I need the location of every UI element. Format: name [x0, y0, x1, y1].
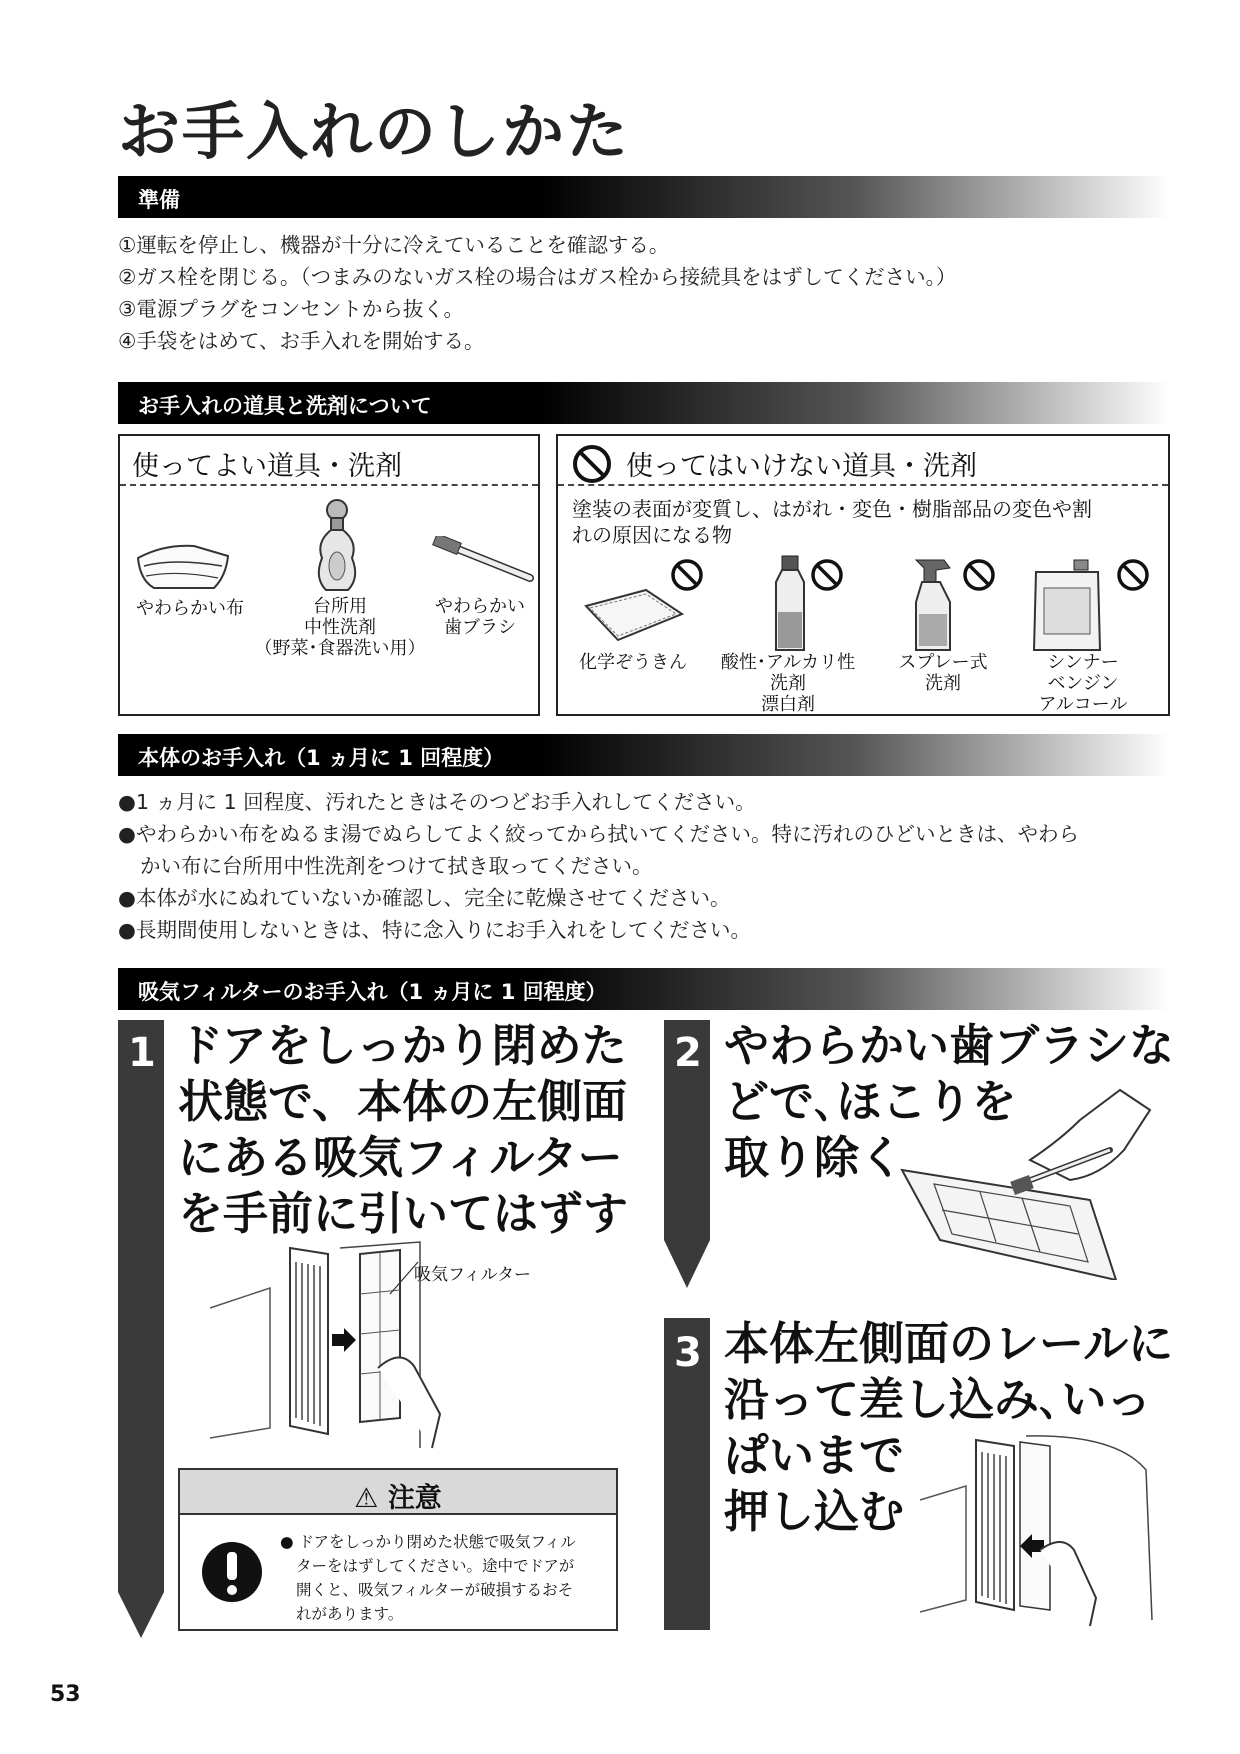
chemical-cloth-icon [576, 586, 686, 646]
prohibited-icon [1116, 558, 1150, 592]
mandatory-exclamation-icon [200, 1540, 264, 1604]
caution-box [178, 1468, 618, 1631]
brush-cleaning-illustration [900, 1080, 1160, 1280]
body-care-bullet-2: ●やわらかい布をぬるま湯でぬらしてよく絞ってから拭いてください。特に汚れのひどいときは、やわら かい布に台所用中性洗剤をつけて拭き取ってください。 [118, 822, 1079, 878]
towel-icon [134, 536, 234, 596]
section-header-prep: 準備 [118, 176, 1170, 218]
step-3-line-1: 本体左側面のレールに [724, 1317, 1174, 1370]
page-title: お手入れのしかた [118, 95, 631, 168]
ng-spray-label-2: 洗剤 [925, 673, 961, 694]
prep-step-4: ④手袋をはめて、お手入れを開始する。 [118, 329, 485, 353]
ok-brush-label-1: やわらかい [435, 596, 525, 617]
step-3-number: 3 [674, 1330, 702, 1376]
prohibited-icon [670, 558, 704, 592]
filter-callout-label: 吸気フィルター [414, 1265, 531, 1285]
ok-detergent-label-3: （野菜･食器洗い用） [254, 638, 426, 659]
step-1-band [118, 1020, 166, 1640]
prep-step-1: ①運転を停止し、機器が十分に冷えていることを確認する。 [118, 233, 670, 257]
filter-insert-illustration [916, 1430, 1166, 1630]
warning-triangle-icon: ⚠ [354, 1483, 379, 1514]
ng-spray-label-1: スプレー式 [898, 652, 988, 673]
solvent-can-icon [1030, 558, 1104, 652]
caution-header [180, 1470, 616, 1515]
ng-acid-label-2: 洗剤 [770, 673, 806, 694]
ok-detergent-label-2: 中性洗剤 [304, 617, 376, 638]
ng-thinner-label-3: アルコール [1038, 694, 1128, 715]
page-number: 53 [50, 1682, 81, 1707]
step-2-number: 2 [674, 1030, 702, 1076]
section-header-body-care: 本体のお手入れ（1 ヵ月に 1 回程度） [118, 734, 1170, 776]
section-header-filter: 吸気フィルターのお手入れ（1 ヵ月に 1 回程度） [118, 968, 1170, 1010]
ok-cloth-label: やわらかい布 [136, 598, 244, 619]
step-2-line-3: 取り除く [724, 1131, 905, 1184]
caution-title: 注意 [387, 1483, 442, 1514]
caution-text: ● ドアをしっかり閉めた状態で吸気フィル ターをはずしてください。途中でドアが 開くと、吸気フィルターが破損するおそ れがあります。 [280, 1533, 576, 1623]
ng-description-2: れの原因になる物 [572, 523, 732, 547]
step-2-line-1: やわらかい歯ブラシな [724, 1019, 1175, 1072]
ok-tools-box [118, 434, 540, 716]
step-1-line-2: 状態で、本体の左側面 [178, 1075, 628, 1128]
ng-description-1: 塗装の表面が変質し、はがれ・変色・樹脂部品の変色や割 [572, 497, 1092, 521]
ok-brush-label-2: 歯ブラシ [444, 617, 516, 638]
ng-acid-label-1: 酸性･アルカリ性 [720, 652, 856, 673]
toothbrush-icon [432, 536, 536, 586]
prep-step-2: ②ガス栓を閉じる。（つまみのないガス栓の場合はガス栓から接続具をはずしてください。） [118, 265, 957, 289]
prohibited-icon [572, 444, 612, 484]
bleach-bottle-icon [768, 554, 812, 654]
section-header-tools: お手入れの道具と洗剤について [118, 382, 1170, 424]
ng-thinner-label-1: シンナー [1047, 652, 1119, 673]
detergent-bottle-icon [312, 496, 362, 596]
step-1-line-4: を手前に引いてはずす [178, 1187, 629, 1240]
step-3-line-4: 押し込む [724, 1485, 905, 1538]
body-care-bullet-1: ●1 ヵ月に 1 回程度、汚れたときはそのつどお手入れしてください。 [118, 790, 756, 814]
step-3-line-2: 沿って差し込み､いっ [724, 1373, 1152, 1426]
ok-detergent-label-1: 台所用 [313, 596, 367, 617]
prohibited-icon [962, 558, 996, 592]
step-1-number: 1 [128, 1030, 156, 1076]
step-1-line-3: にある吸気フィルター [178, 1131, 623, 1184]
step-3-line-3: ぱいまで [724, 1429, 905, 1482]
ng-tools-box [556, 434, 1170, 716]
ok-tools-title: 使ってよい道具・洗剤 [120, 436, 538, 486]
ng-acid-label-3: 漂白剤 [761, 694, 815, 715]
prohibited-icon [810, 558, 844, 592]
step-1-line-1: ドアをしっかり閉めた [178, 1019, 627, 1072]
body-care-bullet-4: ●長期間使用しないときは、特に念入りにお手入れをしてください。 [118, 918, 751, 942]
ng-chem-cloth-label: 化学ぞうきん [579, 652, 687, 673]
prep-step-3: ③電源プラグをコンセントから抜く。 [118, 297, 464, 321]
ng-thinner-label-2: ベンジン [1047, 673, 1119, 694]
step-2-line-2: どで､ほこりを [724, 1075, 1017, 1128]
body-care-bullet-3: ●本体が水にぬれていないか確認し、完全に乾燥させてください。 [118, 886, 731, 910]
spray-bottle-icon [910, 554, 960, 654]
ng-tools-title: 使ってはいけない道具・洗剤 [558, 436, 1168, 486]
